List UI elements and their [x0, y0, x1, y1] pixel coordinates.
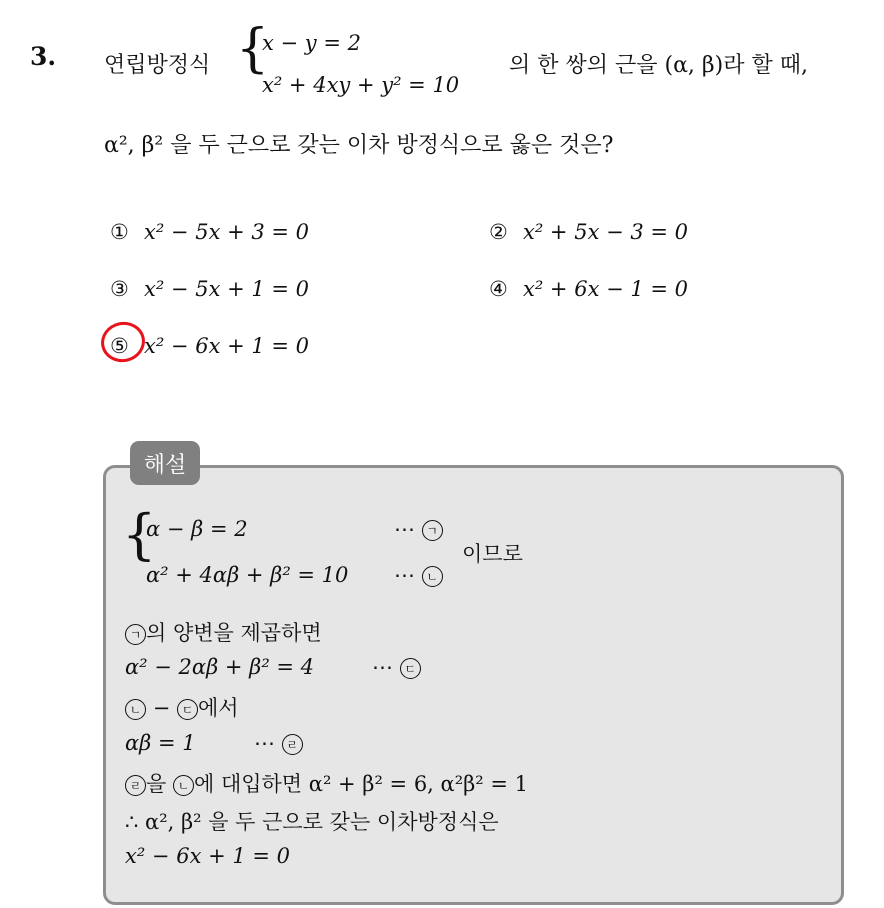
solution-system-eq2-ref: ⋯ ㄴ [394, 563, 443, 587]
solution-system-eq1: α − β = 2 [146, 517, 248, 541]
choice-1[interactable] [110, 220, 309, 244]
circled-mark: ㄴ [125, 699, 146, 720]
circled-mark: ㄷ [400, 658, 421, 679]
choice-marker: ④ [489, 277, 508, 301]
circled-mark: ㄷ [177, 699, 198, 720]
solution-line-2: α² − 2αβ + β² = 4 [125, 655, 315, 679]
circled-mark: ㄹ [125, 775, 146, 796]
circled-mark: ㄱ [125, 624, 146, 645]
choice-equation: x² − 6x + 1 = 0 [144, 334, 310, 358]
choice-marker: ③ [110, 277, 129, 301]
solution-system-brace: { [122, 503, 157, 566]
solution-tag: 해설 [130, 441, 200, 485]
solution-line-7: x² − 6x + 1 = 0 [125, 844, 291, 868]
choice-3[interactable] [110, 277, 309, 301]
choice-marker: ⑤ [110, 334, 129, 358]
circled-mark: ㄹ [282, 734, 303, 755]
solution-system-eq2: α² + 4αβ + β² = 10 [146, 563, 349, 587]
answer-circle-mark [97, 318, 148, 366]
question-stem-line2: α², β² 을 두 근으로 갖는 이차 방정식으로 옳은 것은? [104, 133, 614, 158]
solution-line-3: ㄴ − ㄷ 에서 [125, 692, 239, 722]
choice-equation: x² + 6x − 1 = 0 [523, 277, 689, 301]
choice-equation: x² + 5x − 3 = 0 [523, 220, 689, 244]
question-stem-suffix: 의 한 쌍의 근을 (α, β)라 할 때, [509, 53, 808, 78]
solution-line-4-ref: ⋯ ㄹ [254, 731, 303, 755]
system-equation-1: x − y = 2 [262, 31, 361, 55]
choice-2[interactable] [489, 220, 688, 244]
solution-system-eq1-ref: ⋯ ㄱ [394, 517, 443, 541]
choice-marker: ① [110, 220, 129, 244]
solution-line-2-ref: ⋯ ㄷ [372, 655, 421, 679]
question-number: 3. [30, 42, 57, 71]
system-equation-2: x² + 4xy + y² = 10 [262, 73, 460, 97]
choice-equation: x² − 5x + 3 = 0 [144, 220, 310, 244]
system-brace: { [236, 19, 270, 79]
solution-line-1: ㄱ 의 양변을 제곱하면 [125, 617, 322, 647]
choice-marker: ② [489, 220, 508, 244]
question-stem-prefix: 연립방정식 [104, 53, 211, 78]
choice-4[interactable] [489, 277, 688, 301]
solution-line-6: ∴ α², β² 을 두 근으로 갖는 이차방정식은 [125, 810, 499, 834]
solution-line-5: ㄹ 을 ㄴ 에 대입하면 α² + β² = 6, α²β² = 1 [125, 768, 528, 798]
solution-line-4: αβ = 1 [125, 731, 196, 755]
circled-mark: ㄴ [422, 566, 443, 587]
solution-system-suffix: 이므로 [462, 542, 523, 566]
circled-mark: ㄴ [173, 775, 194, 796]
choice-equation: x² − 5x + 1 = 0 [144, 277, 310, 301]
question-system [262, 22, 459, 106]
circled-mark: ㄱ [422, 520, 443, 541]
